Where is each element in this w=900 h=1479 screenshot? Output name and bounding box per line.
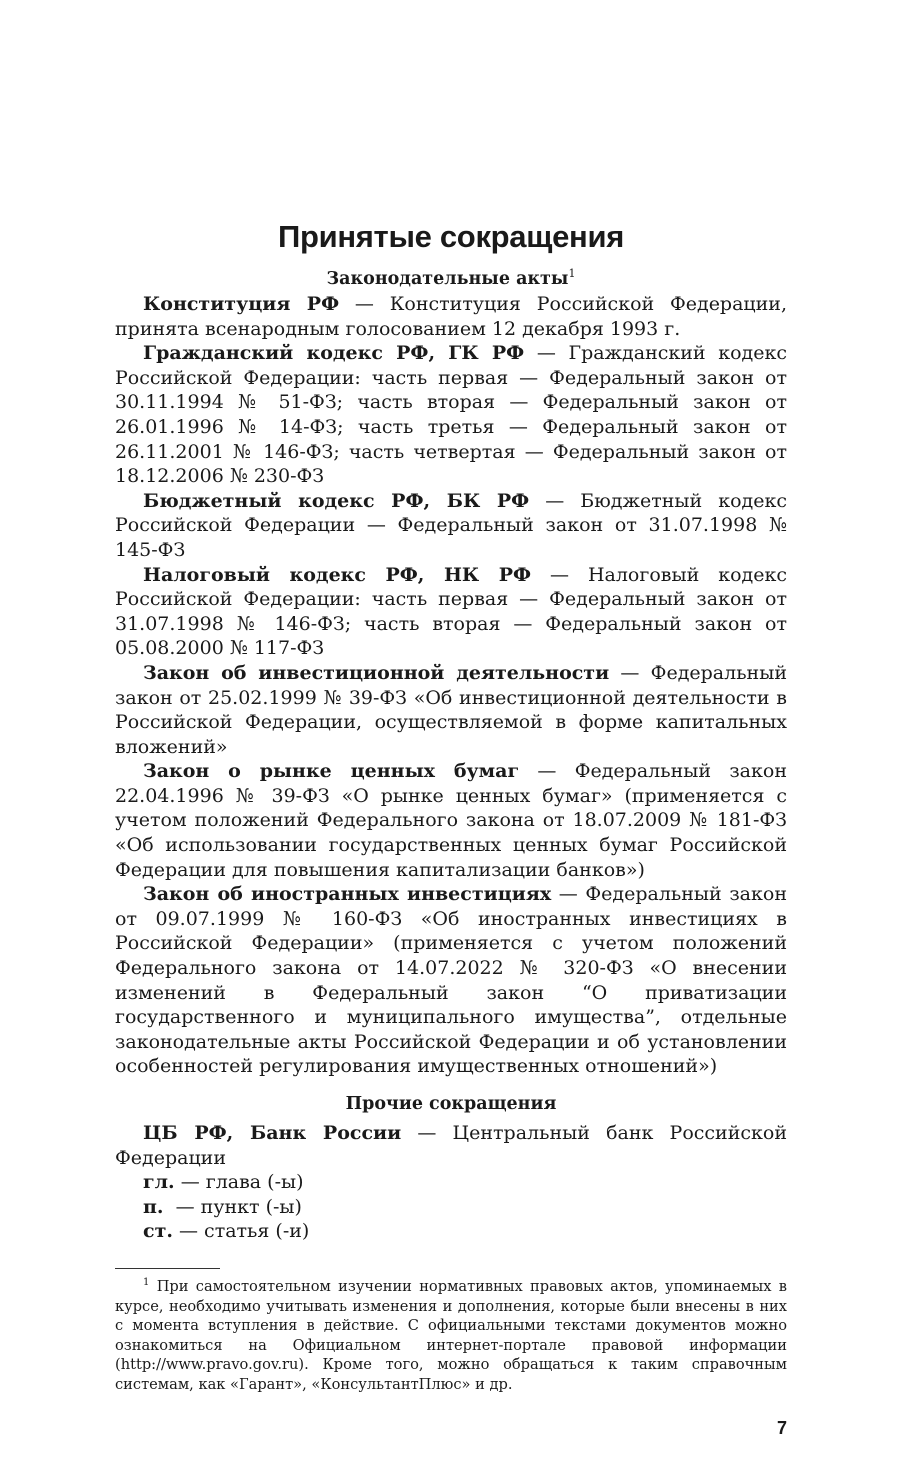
legislation-list <box>115 292 794 1079</box>
abbreviation-definition: — Федеральный закон от 25.02.1999 № 39-ФЗ «Об инвестиционной деятельности в Российской Федерации, осуществляемой в форме капитальных вложений» <box>115 661 794 758</box>
abbreviation-definition: — Центральный банк Российской Федерации <box>115 1122 794 1169</box>
abbreviation-term: п. <box>143 1195 164 1218</box>
section-heading-text: Законодательные акты <box>326 269 569 289</box>
abbreviation-definition: — глава (-ы) <box>174 1171 304 1194</box>
abbreviation-term: Закон об иностранных инвестициях <box>143 883 552 906</box>
other-abbreviations-list <box>115 1121 794 1244</box>
abbreviation-term: Налоговый кодекс РФ, НК РФ <box>143 563 532 586</box>
abbreviation-term: Закон о рынке ценных бумаг <box>143 760 520 783</box>
section-heading-legislation <box>115 266 787 292</box>
abbreviation-entry <box>115 1121 794 1170</box>
abbreviation-entry <box>115 1219 787 1244</box>
footnote-ref: 1 <box>568 267 576 281</box>
abbreviation-term: Бюджетный кодекс РФ, БК РФ <box>143 489 530 512</box>
footnote-text: При самостоятельном изучении нормативных правовых актов, упоминаемых в курсе, необходимо учитывать изменения и дополнения, которые были внесены в них с момента вступления в действие. С официальными текстами документов можно ознакомиться на Официальном интернет-портале правовой информации (http://www.pravo.gov.ru). Кроме того, можно обращаться к таким справочным системам, как «Гарант», «КонсультантПлюс» и др. <box>115 1277 787 1393</box>
abbreviation-entry <box>115 341 794 489</box>
abbreviation-entry <box>115 882 794 1079</box>
abbreviation-term: Гражданский кодекс РФ, ГК РФ <box>143 342 525 365</box>
abbreviation-definition: — Федеральный закон 22.04.1996 № 39-ФЗ «О рынке ценных бумаг» (применяется с учетом положений Федерального закона от 18.07.2009 № 181-ФЗ «Об использовании государственных ценных бумаг Российской Федерации для повышения капитализации банков») <box>115 760 794 881</box>
abbreviation-definition: — Гражданский кодекс Российской Федерации: часть первая — Федеральный закон от 30.11.1994 № 51-ФЗ; часть вторая — Федеральный закон от 26.01.1996 № 14-ФЗ; часть третья — Федеральный закон от 26.11.2001 № 146-ФЗ; часть четвертая — Федеральный закон от 18.12.2006 № 230-ФЗ <box>115 342 794 488</box>
abbreviation-definition: — Бюджетный кодекс Российской Федерации — Федеральный закон от 31.07.1998 № 145-ФЗ <box>115 489 794 561</box>
abbreviation-entry <box>115 292 794 341</box>
abbreviation-entry <box>115 1195 787 1220</box>
footnote-divider <box>115 1268 220 1269</box>
abbreviation-term: гл. <box>143 1171 175 1194</box>
abbreviation-entry <box>115 489 794 563</box>
abbreviation-term: Конституция РФ <box>143 293 340 315</box>
page-title: Принятые сокращения <box>277 219 625 254</box>
abbreviation-entry <box>115 563 794 661</box>
abbreviation-definition: — статья (-и) <box>172 1220 310 1243</box>
abbreviation-entry <box>115 759 794 882</box>
abbreviation-entry <box>115 661 794 759</box>
abbreviation-term: Закон об инвестиционной деятельности <box>143 661 610 684</box>
abbreviation-definition: — пункт (-ы) <box>163 1195 302 1218</box>
abbreviation-entry <box>115 1170 787 1195</box>
abbreviation-definition: — Конституция Российской Федерации, принята всенародным голосованием 12 декабря 1993 г. <box>115 293 794 340</box>
abbreviation-term: ст. <box>143 1220 173 1243</box>
abbreviation-definition: — Федеральный закон от 09.07.1999 № 160-ФЗ «Об иностранных инвестициях в Российской Федерации» (применяется с учетом положений Федерального закона от 14.07.2022 № 320-ФЗ «О внесении изменений в Федеральный закон “О приватизации государственного и муниципального имущества”, отдельные законодательные акты Российской Федерации и об установлении особенностей регулирования имущественных отношений») <box>115 883 794 1078</box>
page-number: 7 <box>776 1417 787 1438</box>
abbreviation-definition: — Налоговый кодекс Российской Федерации: часть первая — Федеральный закон от 31.07.1998 № 146-ФЗ; часть вторая — Федеральный закон от 05.08.2000 № 117-ФЗ <box>115 563 794 660</box>
footnote <box>115 1277 787 1395</box>
footnote-mark: 1 <box>143 1277 150 1289</box>
section-heading-other: Прочие сокращения <box>345 1094 557 1114</box>
abbreviation-term: ЦБ РФ, Банк России <box>143 1122 402 1144</box>
